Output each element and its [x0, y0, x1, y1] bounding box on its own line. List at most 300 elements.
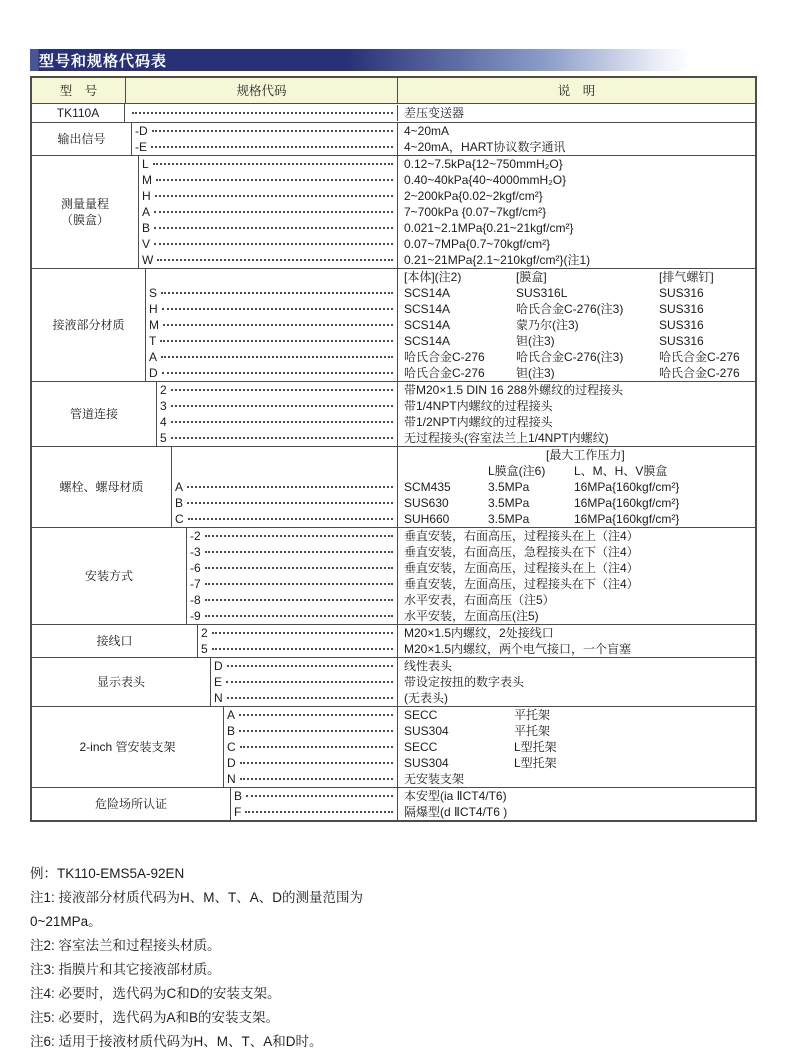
- desc-cell: 线性表头: [397, 658, 755, 674]
- dotted-leader: [152, 130, 393, 132]
- section-body: [172, 447, 755, 527]
- code-cell: B: [175, 496, 184, 510]
- dotted-leader: [205, 599, 393, 601]
- code-cell: -8: [190, 593, 201, 607]
- table-row: [198, 625, 755, 641]
- table-row: [157, 430, 755, 446]
- table-row: [172, 511, 755, 527]
- section-body: [157, 382, 755, 446]
- desc-cell: 水平安装，左面高压(注5): [397, 608, 755, 624]
- desc-value: SUS316: [659, 286, 704, 300]
- table-row: [187, 528, 755, 544]
- spec-table-body: [32, 104, 755, 820]
- code-cell: A: [227, 708, 236, 722]
- desc-cell: [397, 301, 755, 317]
- dotted-leader: [205, 583, 393, 585]
- section-label: 螺栓、螺母材质: [32, 447, 172, 527]
- desc-value: SUS316: [659, 334, 704, 348]
- table-row: [157, 398, 755, 414]
- code-zone: [187, 544, 397, 560]
- desc-cell: 带设定按扭的数字表头: [397, 674, 755, 690]
- desc-cell: 水平安表，右面高压（注5）: [397, 592, 755, 608]
- desc-value: 平托架: [514, 708, 551, 722]
- section-label: 显示表头: [32, 658, 211, 706]
- desc-value: 16MPa{160kgf/cm²}: [574, 496, 680, 510]
- section-body: [211, 658, 755, 706]
- dotted-leader: [188, 518, 393, 520]
- table-section: [32, 787, 755, 820]
- code-cell: -7: [190, 577, 201, 591]
- section-body: [132, 123, 755, 155]
- desc-value: 哈氏合金C-276(注3): [516, 350, 624, 364]
- dotted-leader: [245, 811, 393, 813]
- dotted-leader: [205, 615, 393, 617]
- desc-cell: 差压变送器: [397, 105, 755, 121]
- section-label: TK110A: [32, 104, 125, 122]
- desc-cell: M20×1.5内螺纹，两个电气接口，一个盲塞: [397, 641, 755, 657]
- section-body: [146, 269, 755, 381]
- table-row: [187, 576, 755, 592]
- section-body: [187, 528, 755, 624]
- code-zone: [198, 641, 397, 657]
- table-row: [132, 123, 755, 139]
- code-zone: [172, 479, 397, 495]
- dotted-leader: [187, 502, 393, 504]
- desc-cell: 2~200kPa{0.02~2kgf/cm²}: [397, 188, 755, 204]
- table-section: [32, 527, 755, 624]
- table-row: [224, 707, 755, 723]
- table-row: [172, 495, 755, 511]
- dotted-leader: [205, 535, 393, 537]
- code-zone: [172, 463, 397, 479]
- table-row: [172, 463, 755, 479]
- desc-value: SCS14A: [404, 334, 451, 348]
- desc-value: 钽(注3): [516, 334, 555, 348]
- desc-value: SUH660: [404, 512, 450, 526]
- dotted-leader: [154, 227, 393, 229]
- desc-value: L型托架: [514, 740, 557, 754]
- header-model: 型 号: [32, 78, 126, 103]
- code-cell: S: [149, 286, 158, 300]
- section-label: 输出信号: [32, 123, 132, 155]
- code-cell: D: [149, 366, 158, 380]
- code-zone: [187, 560, 397, 576]
- desc-cell: 带1/2NPT内螺纹的过程接头: [397, 414, 755, 430]
- page-title: 型号和规格代码表: [39, 52, 168, 70]
- dotted-leader: [187, 486, 393, 488]
- desc-cell: M20×1.5内螺纹，2处接线口: [397, 625, 755, 641]
- dotted-leader: [151, 146, 393, 148]
- desc-value: 3.5MPa: [488, 512, 530, 526]
- table-row: [157, 382, 755, 398]
- desc-cell: [397, 723, 755, 739]
- note-line: 注4: 必要时，选代码为C和D的安装支架。: [30, 986, 281, 1001]
- code-cell: F: [234, 805, 242, 819]
- dotted-leader: [154, 243, 393, 245]
- table-row: [187, 592, 755, 608]
- dotted-leader: [162, 372, 393, 374]
- code-cell: M: [142, 173, 152, 187]
- table-header-row: [32, 78, 755, 104]
- table-row: [132, 139, 755, 155]
- desc-value: SCS14A: [404, 286, 451, 300]
- desc-value: SCS14A: [404, 318, 451, 332]
- desc-cell: 0.40~40kPa{40~4000mmH₂O}: [397, 172, 755, 188]
- code-cell: 3: [160, 399, 167, 413]
- code-cell: 4: [160, 415, 167, 429]
- code-zone: [146, 349, 397, 365]
- code-cell: -E: [135, 140, 147, 154]
- code-cell: -9: [190, 609, 201, 623]
- desc-value: 哈氏合金C-276: [659, 366, 740, 380]
- code-cell: B: [234, 789, 243, 803]
- code-cell: C: [227, 740, 236, 754]
- table-row: [157, 414, 755, 430]
- desc-value: 哈氏合金C-276(注3): [516, 302, 624, 316]
- code-cell: 2: [201, 626, 208, 640]
- desc-value: 3.5MPa: [488, 496, 530, 510]
- dotted-leader: [161, 292, 393, 294]
- section-body: [198, 625, 755, 657]
- table-row: [231, 804, 755, 820]
- section-label: 接液部分材质: [32, 269, 146, 381]
- desc-cell: [397, 739, 755, 755]
- desc-cell: 0.07~7MPa{0.7~70kgf/cm²}: [397, 236, 755, 252]
- desc-cell: 0.021~2.1MPa{0.21~21kgf/cm²}: [397, 220, 755, 236]
- code-zone: [139, 172, 397, 188]
- code-zone: [224, 707, 397, 723]
- code-zone: [187, 592, 397, 608]
- code-cell: C: [175, 512, 184, 526]
- table-row: [224, 739, 755, 755]
- header-description: 说 明: [557, 83, 596, 98]
- code-cell: T: [149, 334, 157, 348]
- code-zone: [211, 674, 397, 690]
- table-row: [139, 188, 755, 204]
- code-zone: [187, 528, 397, 544]
- desc-cell: 垂直安装，左面高压，过程接头在下（注4）: [397, 576, 755, 592]
- table-row: [139, 236, 755, 252]
- table-row: [146, 301, 755, 317]
- table-row: [187, 560, 755, 576]
- table-row: [172, 447, 755, 463]
- page-root: [30, 0, 757, 1054]
- code-zone: [172, 495, 397, 511]
- dotted-leader: [239, 714, 393, 716]
- desc-value: L型托架: [514, 756, 557, 770]
- code-cell: E: [214, 675, 223, 689]
- dotted-leader: [153, 163, 393, 165]
- desc-value: SUS316: [659, 318, 704, 332]
- dotted-leader: [239, 730, 393, 732]
- code-cell: 2: [160, 383, 167, 397]
- desc-cell: [397, 333, 755, 349]
- table-row: [224, 771, 755, 787]
- dotted-leader: [212, 632, 393, 634]
- desc-cell: [397, 771, 755, 787]
- desc-cell: 4~20mA: [397, 123, 755, 139]
- desc-value: 平托架: [514, 724, 551, 738]
- desc-value: SCS14A: [404, 302, 451, 316]
- desc-cell: 隔爆型(d ⅡCT4/T6 ): [397, 804, 755, 820]
- desc-cell: [397, 365, 755, 381]
- desc-value: L、M、H、V膜盒: [574, 464, 668, 478]
- code-zone: [157, 398, 397, 414]
- table-row: [146, 333, 755, 349]
- code-zone: [132, 139, 397, 155]
- desc-value: SUS304: [404, 756, 449, 770]
- desc-cell: [397, 479, 755, 495]
- dotted-leader: [157, 259, 393, 261]
- code-zone: [224, 755, 397, 771]
- section-title-banner: [30, 49, 690, 71]
- code-zone: [231, 788, 397, 804]
- section-body: [224, 707, 755, 787]
- desc-cell: 4~20mA，HART协议数字通讯: [397, 139, 755, 155]
- desc-value: 无安装支架: [404, 772, 465, 786]
- table-section: [32, 268, 755, 381]
- desc-cell: 本安型(ia ⅡCT4/T6): [397, 788, 755, 804]
- section-label: 2-inch 管安装支架: [32, 707, 224, 787]
- code-zone: [139, 188, 397, 204]
- code-zone: [139, 236, 397, 252]
- code-zone: [224, 723, 397, 739]
- code-cell: -3: [190, 545, 201, 559]
- desc-cell: [最大工作压力]: [397, 447, 755, 463]
- note-line: 注6: 适用于接液材质代码为H、M、T、A和D时。: [30, 1034, 323, 1049]
- table-row: [139, 172, 755, 188]
- desc-value: 哈氏合金C-276: [404, 350, 485, 364]
- code-zone: [125, 105, 397, 121]
- dotted-leader: [227, 665, 393, 667]
- dotted-leader: [240, 778, 393, 780]
- code-zone: [157, 430, 397, 446]
- header-spec-code: 规格代码: [126, 78, 398, 103]
- code-zone: [157, 414, 397, 430]
- desc-cell: 0.12~7.5kPa{12~750mmH₂O}: [397, 156, 755, 172]
- desc-value: 钽(注3): [516, 366, 555, 380]
- dotted-leader: [227, 697, 393, 699]
- code-zone: [187, 576, 397, 592]
- dotted-leader: [246, 795, 393, 797]
- section-label: 测量量程 （膜盒）: [32, 156, 139, 268]
- desc-cell: (无表头): [397, 690, 755, 706]
- desc-value: SCM435: [404, 480, 451, 494]
- table-row: [139, 204, 755, 220]
- desc-cell: [397, 511, 755, 527]
- dotted-leader: [205, 567, 393, 569]
- table-row: [139, 220, 755, 236]
- desc-cell: 垂直安装，右面高压，急程接头在下（注4）: [397, 544, 755, 560]
- desc-value: 3.5MPa: [488, 480, 530, 494]
- code-zone: [224, 771, 397, 787]
- dotted-leader: [240, 762, 393, 764]
- dotted-leader: [160, 340, 393, 342]
- desc-cell: [397, 269, 755, 285]
- table-row: [231, 788, 755, 804]
- dotted-leader: [156, 179, 393, 181]
- code-cell: V: [142, 237, 151, 251]
- note-line: 0~21MPa。: [30, 914, 102, 929]
- table-row: [146, 365, 755, 381]
- table-row: [125, 105, 755, 121]
- code-cell: 5: [201, 642, 208, 656]
- section-label: 安装方式: [32, 528, 187, 624]
- dotted-leader: [171, 437, 393, 439]
- desc-value: SUS630: [404, 496, 449, 510]
- dotted-leader: [162, 308, 393, 310]
- table-row: [172, 479, 755, 495]
- desc-value: 哈氏合金C-276: [659, 350, 740, 364]
- code-zone: [172, 511, 397, 527]
- desc-cell: 垂直安装，右面高压，过程接头在上（注4）: [397, 528, 755, 544]
- table-row: [211, 658, 755, 674]
- code-cell: A: [175, 480, 184, 494]
- dotted-leader: [154, 211, 393, 213]
- table-section: [32, 657, 755, 706]
- desc-cell: [397, 349, 755, 365]
- code-cell: N: [214, 691, 223, 705]
- table-row: [187, 544, 755, 560]
- spec-code-table: [30, 76, 757, 822]
- code-zone: [224, 739, 397, 755]
- section-label: 危险场所认证: [32, 788, 231, 820]
- code-zone: [187, 608, 397, 624]
- code-zone: [146, 285, 397, 301]
- example-code-line: 例：TK110-EMS5A-92EN: [30, 866, 185, 881]
- desc-value: SECC: [404, 708, 438, 722]
- desc-value: 蒙乃尔(注3): [516, 318, 579, 332]
- footer-notes: [30, 862, 757, 1054]
- table-row: [224, 723, 755, 739]
- desc-cell: [397, 755, 755, 771]
- code-cell: A: [149, 350, 158, 364]
- dotted-leader: [212, 648, 393, 650]
- code-cell: B: [142, 221, 151, 235]
- table-section: [32, 155, 755, 268]
- dotted-leader: [205, 551, 393, 553]
- code-cell: A: [142, 205, 151, 219]
- desc-cell: [397, 463, 755, 479]
- desc-cell: 带1/4NPT内螺纹的过程接头: [397, 398, 755, 414]
- section-label: 接线口: [32, 625, 198, 657]
- table-row: [139, 252, 755, 268]
- code-cell: L: [142, 157, 149, 171]
- dotted-leader: [163, 324, 393, 326]
- code-zone: [172, 447, 397, 463]
- desc-cell: [397, 285, 755, 301]
- desc-value: [排气螺钉]: [659, 270, 714, 284]
- table-row: [146, 349, 755, 365]
- desc-cell: 7~700kPa {0.07~7kgf/cm²}: [397, 204, 755, 220]
- code-cell: D: [214, 659, 223, 673]
- table-section: [32, 122, 755, 155]
- code-cell: 5: [160, 431, 167, 445]
- dotted-leader: [171, 405, 393, 407]
- section-body: [139, 156, 755, 268]
- table-row: [211, 690, 755, 706]
- table-section: [32, 446, 755, 527]
- code-zone: [157, 382, 397, 398]
- table-row: [224, 755, 755, 771]
- dotted-leader: [226, 681, 393, 683]
- code-cell: D: [227, 756, 236, 770]
- code-cell: -6: [190, 561, 201, 575]
- code-zone: [139, 204, 397, 220]
- code-zone: [139, 220, 397, 236]
- code-zone: [139, 156, 397, 172]
- desc-cell: [397, 495, 755, 511]
- desc-value: SUS304: [404, 724, 449, 738]
- desc-cell: [397, 317, 755, 333]
- desc-value: SUS316L: [516, 286, 568, 300]
- desc-value: 16MPa{160kgf/cm²}: [574, 480, 680, 494]
- table-row: [146, 285, 755, 301]
- dotted-leader: [155, 195, 393, 197]
- code-cell: B: [227, 724, 236, 738]
- desc-value: 哈氏合金C-276: [404, 366, 485, 380]
- dotted-leader: [132, 112, 393, 114]
- notes-list: [30, 886, 757, 1054]
- code-cell: N: [227, 772, 236, 786]
- code-cell: -D: [135, 124, 148, 138]
- section-label: 管道连接: [32, 382, 157, 446]
- desc-cell: 垂直安装，左面高压，过程接头在上（注4）: [397, 560, 755, 576]
- code-zone: [231, 804, 397, 820]
- table-section: [32, 381, 755, 446]
- note-line: 注2: 容室法兰和过程接头材质。: [30, 938, 221, 953]
- code-cell: H: [142, 189, 151, 203]
- code-zone: [146, 301, 397, 317]
- code-zone: [198, 625, 397, 641]
- desc-cell: [397, 707, 755, 723]
- code-cell: H: [149, 302, 158, 316]
- table-row: [198, 641, 755, 657]
- dotted-leader: [161, 356, 393, 358]
- dotted-leader: [171, 421, 393, 423]
- code-zone: [146, 317, 397, 333]
- table-row: [139, 156, 755, 172]
- note-line: 注1: 接液部分材质代码为H、M、T、A、D的测量范围为: [30, 890, 364, 905]
- desc-value: [398, 463, 482, 479]
- desc-cell: 带M20×1.5 DIN 16 288外螺纹的过程接头: [397, 382, 755, 398]
- table-row: [146, 269, 755, 285]
- code-zone: [211, 690, 397, 706]
- desc-value: L膜盒(注6): [488, 464, 546, 478]
- note-line: 注3: 指膜片和其它接液部材质。: [30, 962, 221, 977]
- note-line: 注5: 必要时，选代码为A和B的安装支架。: [30, 1010, 280, 1025]
- code-zone: [139, 252, 397, 268]
- section-body: [231, 788, 755, 820]
- desc-value: 16MPa{160kgf/cm²}: [574, 512, 680, 526]
- dotted-leader: [171, 389, 393, 391]
- table-row: [146, 317, 755, 333]
- desc-value: [本体](注2): [404, 270, 462, 284]
- code-cell: W: [142, 253, 154, 267]
- dotted-leader: [240, 746, 393, 748]
- code-zone: [146, 365, 397, 381]
- table-section: [32, 104, 755, 122]
- table-row: [211, 674, 755, 690]
- desc-value: [膜盒]: [516, 270, 547, 284]
- desc-value: SUS316: [659, 302, 704, 316]
- code-cell: -2: [190, 529, 201, 543]
- code-zone: [146, 269, 397, 285]
- table-section: [32, 706, 755, 787]
- section-body: [125, 104, 755, 122]
- table-section: [32, 624, 755, 657]
- desc-cell: 无过程接头(容室法兰上1/4NPT内螺纹): [397, 430, 755, 446]
